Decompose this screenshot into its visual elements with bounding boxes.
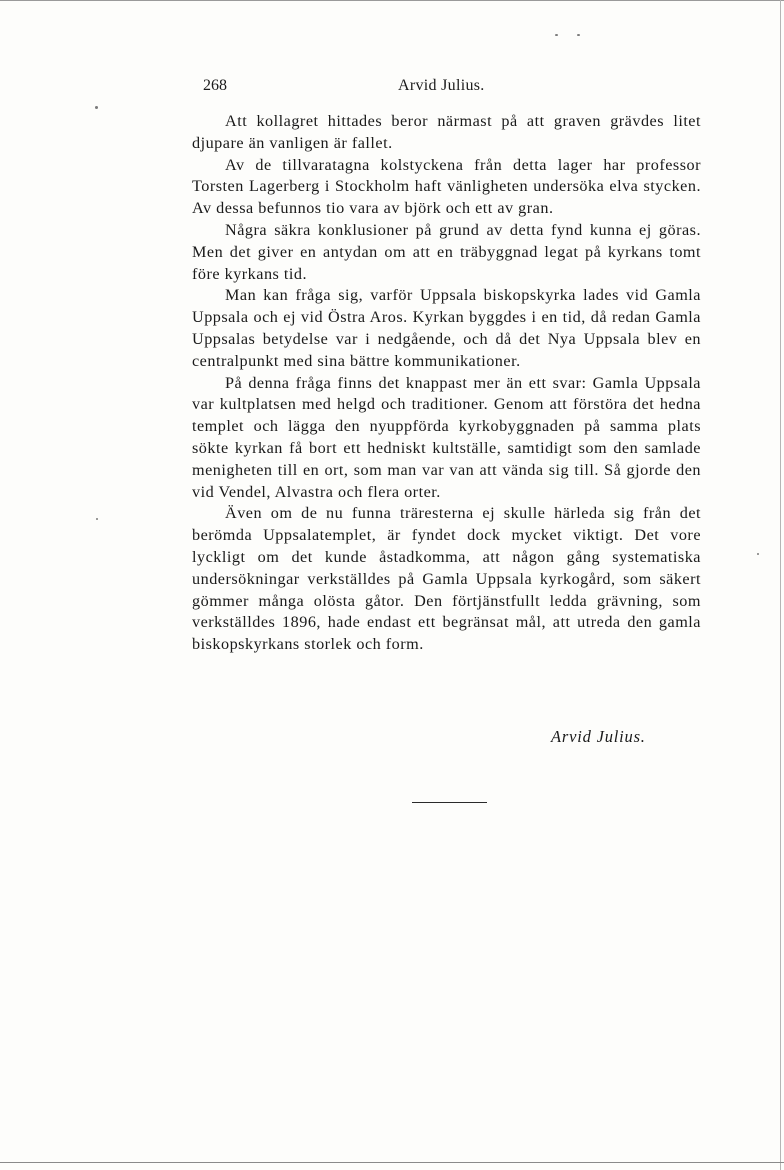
paragraph: Även om de nu funna träresterna ej skulle härleda sig från det berömda Uppsalatemplet, är fyndet dock mycket viktigt. Det vore lyckligt om det kunde åstadkomma, att någon gång systematiska undersökningar verkställdes på Gamla Uppsala kyrkogård, som säkert gömmer många olösta gåtor. Den förtjänstfullt ledda grävning, som verkställdes 1896, hade endast ett begränsat mål, att utreda den gamla biskopskyrkans storlek och form. [192, 504, 701, 654]
page-header [203, 77, 700, 99]
scan-speck [555, 34, 558, 36]
author-signature: Arvid Julius. [551, 727, 646, 746]
scan-speck [757, 553, 759, 555]
page-number: 268 [203, 77, 227, 94]
scan-edge-right [780, 0, 781, 1170]
body-text [192, 111, 701, 656]
scan-speck [95, 106, 98, 109]
scan-speck [96, 518, 98, 520]
paragraph: Av de tillvaratagna kolstyckena från detta lager har professor Torsten Lagerberg i Stockholm haft vänligheten undersöka elva stycken. Av dessa befunnos tio vara av björk och ett av gran. [192, 155, 701, 218]
end-rule [412, 802, 487, 803]
running-head: Arvid Julius. [398, 77, 485, 94]
paragraph: Några säkra konklusioner på grund av detta fynd kunna ej göras. Men det giver en antydan om att en träbyggnad legat på kyrkans tomt före kyrkans tid. [192, 220, 701, 283]
scan-speck [577, 34, 580, 36]
paragraph: Att kollagret hittades beror närmast på att graven grävdes litet djupare än vanligen är fallet. [192, 112, 701, 152]
scan-edge-top [0, 0, 784, 1]
paragraph: Man kan fråga sig, varför Uppsala biskopskyrka lades vid Gamla Uppsala och ej vid Östra Aros. Kyrkan byggdes i en tid, då redan Gamla Uppsalas betydelse var i nedgående, och då det Nya Uppsala blev en centralpunkt med sina bättre kommunikationer. [192, 286, 701, 370]
scan-edge-bottom [0, 1162, 784, 1163]
paragraph: På denna fråga finns det knappast mer än ett svar: Gamla Uppsala var kultplatsen med helgd och traditioner. Genom att förstöra det hedna templet och lägga den nyuppförda kyrkobyggnaden på samma plats sökte kyrkan få bort ett hedniskt kultställe, samtidigt som den samlade menigheten till en ort, som man var van att vända sig till. Så gjorde den vid Vendel, Alvastra och flera orter. [192, 373, 701, 501]
